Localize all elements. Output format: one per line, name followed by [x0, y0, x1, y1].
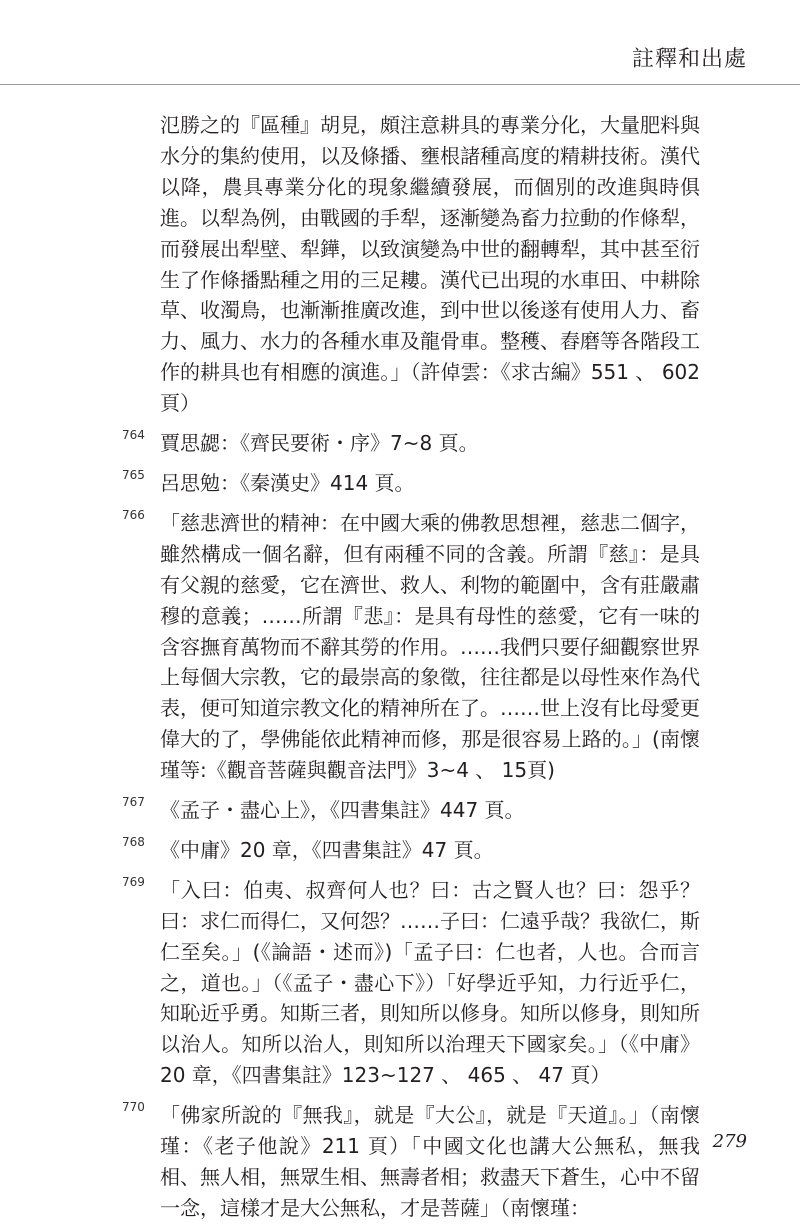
continuation-text: 氾勝之的『區種』胡見，頗注意耕具的專業分化，大量肥料與水分的集約使用，以及條播、壅根諸種高度的精耕技術。漢代以降，農具專業分化的現象繼續發展，而個別的改進與時俱進。以犁為例，由戰國的手犁，逐漸變為畜力拉動的作條犁，而發展出犁壁、犁鏵，以致演變為中世的翻轉犁，其中甚至衍生了作條播點種之用的三足耬。漢代已出現的水車田、中耕除草、收濁鳥，也漸漸推廣改進，到中世以後遂有使用人力、畜力、風力、水力的各種水車及龍骨車。整穫、舂磨等各階段工作的耕具也有相應的演進。」（許倬雲：《求古編》551 、 602 頁） — [160, 113, 700, 416]
footnote-768 — [122, 834, 700, 866]
footnote-767 — [122, 795, 700, 826]
header-rule — [0, 84, 800, 85]
footnote-text: 賈思勰：《齊民要術・序》7~8 頁。 — [160, 431, 479, 456]
footnote-number: 767 — [122, 795, 145, 810]
footnote-number: 769 — [122, 874, 145, 889]
footnote-text: 《中庸》20 章，《四書集註》47 頁。 — [160, 837, 494, 862]
footnote-text: 「佛家所說的『無我』，就是『大公』，就是『天道』。」（南懷瑾：《老子他說》211 頁）「中國文化也講大公無私，無我相、無人相，無眾生相、無壽者相；救盡天下蒼生，心中不留一念，這樣才是大公無私，才是菩薩」（南懷瑾： — [160, 1103, 700, 1220]
running-header: 註釋和出處 — [631, 47, 747, 72]
footnote-764 — [122, 428, 700, 459]
footnote-number: 766 — [122, 507, 145, 522]
notes-body — [122, 110, 700, 1224]
footnote-number: 765 — [122, 467, 145, 482]
footnote-769 — [122, 874, 700, 1091]
page-number: 279 — [712, 1131, 747, 1152]
footnote-number: 770 — [122, 1100, 145, 1115]
footnote-number: 768 — [122, 834, 145, 849]
footnote-text: 「入曰：伯夷、叔齊何人也？曰：古之賢人也？曰：怨乎？曰：求仁而得仁，又何怨？……子曰：仁遠乎哉？我欲仁，斯仁至矣。」(《論語・述而》)「孟子曰：仁也者，人也。合而言之，道也。」（《孟子・盡心下》）「好學近乎知，力行近乎仁，知恥近乎勇。知斯三者，則知所以修身。知所以修身，則知所以治人。知所以治人，則知所以治理天下國家矣。」（《中庸》20 章，《四書集註》123~127 、 465 、 47 頁） — [160, 877, 700, 1088]
footnote-text: 「慈悲濟世的精神：在中國大乘的佛教思想裡，慈悲二個字，雖然構成一個名辭，但有兩種不同的含義。所謂『慈』：是具有父親的慈愛，它在濟世、救人、利物的範圍中，含有莊嚴肅穆的意義；……所謂『悲』：是具有母性的慈愛，它有一味的含容撫育萬物而不辭其勞的作用。……我們只要仔細觀察世界上每個大宗教，它的最崇高的象徵，往往都是以母性來作為代表，便可知道宗教文化的精神所在了。……世上沒有比母愛更偉大的了，學佛能依此精神而修，那是很容易上路的。」(南懷瑾等:《觀音菩薩與觀音法門》3~4 、 15頁) — [160, 510, 700, 783]
footnote-number: 764 — [122, 428, 145, 443]
footnote-text: 《孟子・盡心上》，《四書集註》447 頁。 — [160, 798, 525, 823]
footnote-766 — [122, 507, 700, 786]
footnote-765 — [122, 467, 700, 499]
footnote-770 — [122, 1100, 700, 1224]
footnote-text: 呂思勉：《秦漢史》414 頁。 — [160, 470, 415, 495]
